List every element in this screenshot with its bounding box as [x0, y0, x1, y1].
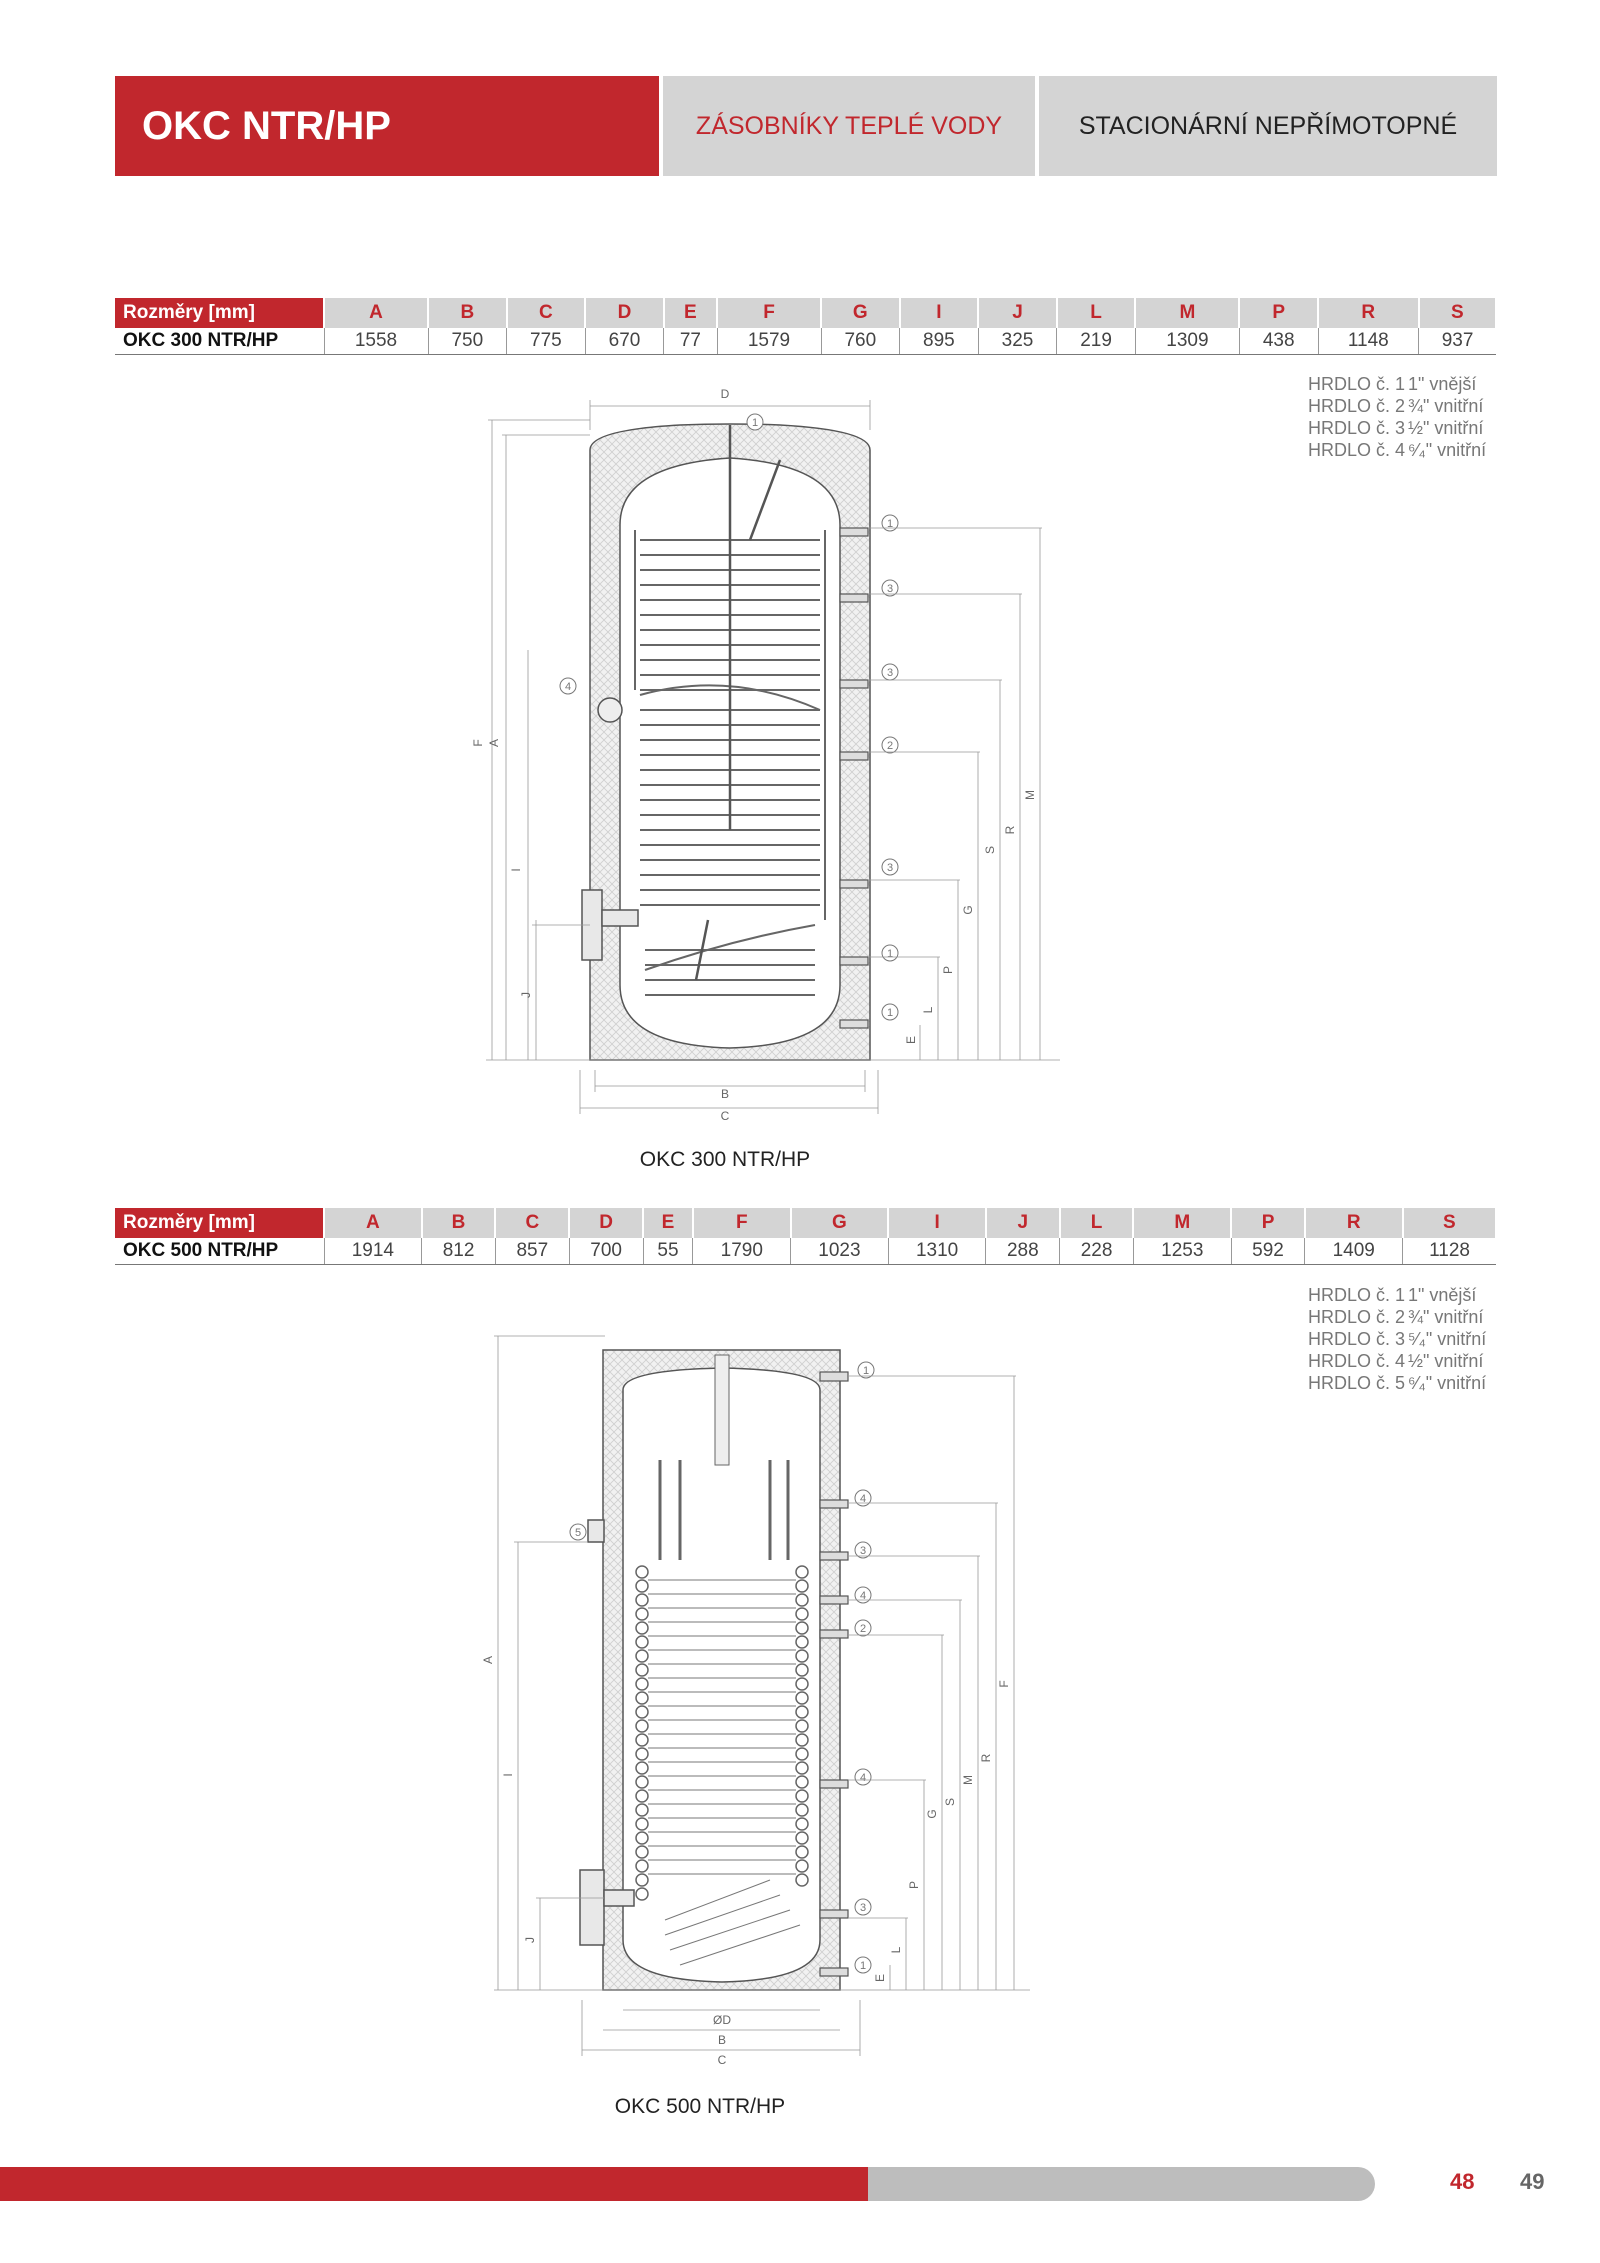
- dim-label: I: [501, 1773, 515, 1777]
- table-cell: 325: [978, 328, 1057, 355]
- dim-label: R: [979, 1753, 993, 1763]
- col-header: E: [643, 1208, 693, 1238]
- table-cell: 812: [422, 1238, 496, 1265]
- dim-label: L: [889, 1946, 903, 1954]
- port-label: 4: [859, 1493, 867, 1505]
- dim-label: G: [961, 905, 975, 915]
- legend-row: HRDLO č. 5 ⁶⁄₄" vnitřní: [1308, 1373, 1487, 1393]
- col-header: I: [888, 1208, 986, 1238]
- tank-drawing-500: [470, 1320, 1050, 2100]
- dim-label: A: [481, 1655, 495, 1665]
- col-header: B: [422, 1208, 496, 1238]
- port-label: 3: [886, 583, 894, 595]
- col-header: R: [1305, 1208, 1403, 1238]
- port-label: 2: [859, 1623, 867, 1635]
- port-label: 5: [574, 1527, 582, 1539]
- col-header: F: [717, 298, 821, 328]
- connection-legend-500: [1308, 1284, 1486, 1394]
- port-label: 4: [564, 681, 572, 693]
- table-cell: 1579: [717, 328, 821, 355]
- table-header-row: [115, 1208, 1496, 1238]
- table-row: [115, 328, 1496, 355]
- dimensions-table-500: [115, 1208, 1497, 1265]
- table-cell: 1310: [888, 1238, 986, 1265]
- table-cell: 219: [1057, 328, 1136, 355]
- legend-row: HRDLO č. 2 ¾" vnitřní: [1308, 1307, 1484, 1327]
- table-cell: 670: [585, 328, 664, 355]
- table-cell: 1148: [1318, 328, 1419, 355]
- col-header: M: [1135, 298, 1239, 328]
- table-cell: 55: [643, 1238, 693, 1265]
- table-cell: 775: [507, 328, 586, 355]
- dim-label: F: [997, 1680, 1011, 1688]
- table-cell: 1914: [324, 1238, 422, 1265]
- table-header-row: [115, 298, 1496, 328]
- dim-label: P: [941, 965, 955, 975]
- legend-row: HRDLO č. 4 ½" vnitřní: [1308, 1351, 1484, 1371]
- col-header: F: [693, 1208, 791, 1238]
- col-header: C: [507, 298, 586, 328]
- port-label: 1: [859, 1960, 867, 1972]
- dim-label: D: [720, 387, 730, 401]
- connection-legend-300: [1308, 373, 1486, 461]
- col-header: R: [1318, 298, 1419, 328]
- col-header: I: [900, 298, 979, 328]
- port-label: 1: [886, 518, 894, 530]
- tank-drawing-300: [460, 380, 1080, 1150]
- port-label: 4: [859, 1590, 867, 1602]
- col-header: D: [585, 298, 664, 328]
- dim-label: B: [717, 2033, 727, 2047]
- dim-label: M: [961, 1775, 975, 1785]
- dim-label: F: [471, 739, 485, 747]
- table-cell: 1023: [791, 1238, 889, 1265]
- legend-row: HRDLO č. 4 ⁶⁄₄" vnitřní: [1308, 440, 1487, 460]
- table-cell: 438: [1239, 328, 1318, 355]
- col-header: G: [821, 298, 900, 328]
- col-header: D: [569, 1208, 643, 1238]
- table-cell: 1409: [1305, 1238, 1403, 1265]
- col-header: B: [428, 298, 507, 328]
- port-label: 2: [886, 740, 894, 752]
- col-header: P: [1239, 298, 1318, 328]
- port-label: 3: [859, 1902, 867, 1914]
- col-header: A: [324, 1208, 422, 1238]
- subcategory-label: STACIONÁRNÍ NEPŘÍMOTOPNÉ: [1039, 76, 1497, 176]
- page-number-left: 48: [1450, 2169, 1475, 2194]
- page-number-right: 49: [1520, 2169, 1545, 2194]
- col-header: L: [1057, 298, 1136, 328]
- dimensions-table-300: [115, 298, 1497, 355]
- col-header: G: [791, 1208, 889, 1238]
- dim-label: E: [904, 1035, 918, 1045]
- footer-bar-gray: [855, 2167, 1375, 2201]
- col-header: P: [1231, 1208, 1305, 1238]
- product-title: OKC NTR/HP: [115, 76, 659, 176]
- port-label: 1: [751, 417, 759, 429]
- col-header: J: [986, 1208, 1060, 1238]
- dim-label: E: [873, 1973, 887, 1983]
- col-header: E: [664, 298, 717, 328]
- table-cell: 77: [664, 328, 717, 355]
- table-cell: 700: [569, 1238, 643, 1265]
- drawing-caption-500: OKC 500 NTR/HP: [614, 2095, 786, 2118]
- col-header: S: [1403, 1208, 1496, 1238]
- dim-label: I: [509, 868, 523, 872]
- legend-row: HRDLO č. 2 ¾" vnitřní: [1308, 396, 1484, 416]
- col-header: J: [978, 298, 1057, 328]
- dim-label: C: [720, 1109, 730, 1123]
- col-header: C: [495, 1208, 569, 1238]
- table-cell: 760: [821, 328, 900, 355]
- dim-label: B: [720, 1087, 730, 1101]
- table-header-label: Rozměry [mm]: [115, 298, 324, 328]
- dim-label: M: [1023, 790, 1037, 800]
- table-cell: 228: [1060, 1238, 1134, 1265]
- port-label: 1: [886, 948, 894, 960]
- dim-label: A: [487, 738, 501, 748]
- table-row: [115, 1238, 1496, 1265]
- col-header: M: [1133, 1208, 1231, 1238]
- legend-row: HRDLO č. 3 ⁵⁄₄" vnitřní: [1308, 1329, 1487, 1349]
- table-cell: 1253: [1133, 1238, 1231, 1265]
- col-header: L: [1060, 1208, 1134, 1238]
- footer-bar-red: [0, 2167, 868, 2201]
- table-cell: 288: [986, 1238, 1060, 1265]
- table-cell: 895: [900, 328, 979, 355]
- dim-label: G: [925, 1809, 939, 1819]
- table-header-label: Rozměry [mm]: [115, 1208, 324, 1238]
- dim-label: S: [983, 845, 997, 855]
- dim-label: R: [1003, 825, 1017, 835]
- dim-label: C: [717, 2053, 727, 2067]
- model-name: OKC 300 NTR/HP: [115, 328, 324, 355]
- table-cell: 750: [428, 328, 507, 355]
- drawing-caption-300: OKC 300 NTR/HP: [639, 1148, 811, 1171]
- table-cell: 937: [1419, 328, 1496, 355]
- port-label: 3: [859, 1545, 867, 1557]
- legend-row: HRDLO č. 3 ½" vnitřní: [1308, 418, 1484, 438]
- dim-label: ØD: [713, 2013, 731, 2027]
- col-header: S: [1419, 298, 1496, 328]
- table-cell: 1128: [1403, 1238, 1496, 1265]
- dim-label: J: [523, 1937, 537, 1943]
- legend-row: HRDLO č. 1 1" vnější: [1308, 374, 1477, 394]
- table-cell: 592: [1231, 1238, 1305, 1265]
- port-label: 3: [886, 862, 894, 874]
- col-header: A: [324, 298, 428, 328]
- port-label: 1: [886, 1007, 894, 1019]
- table-cell: 1790: [693, 1238, 791, 1265]
- port-label: 4: [859, 1772, 867, 1784]
- port-label: 3: [886, 667, 894, 679]
- dim-label: S: [943, 1797, 957, 1807]
- dim-label: P: [907, 1880, 921, 1890]
- table-cell: 857: [495, 1238, 569, 1265]
- port-label: 1: [862, 1365, 870, 1377]
- page-header: [115, 76, 1497, 176]
- table-cell: 1309: [1135, 328, 1239, 355]
- dim-label: L: [921, 1006, 935, 1014]
- dim-label: J: [519, 992, 533, 998]
- model-name: OKC 500 NTR/HP: [115, 1238, 324, 1265]
- table-cell: 1558: [324, 328, 428, 355]
- category-label: ZÁSOBNÍKY TEPLÉ VODY: [663, 76, 1035, 176]
- legend-row: HRDLO č. 1 1" vnější: [1308, 1285, 1477, 1305]
